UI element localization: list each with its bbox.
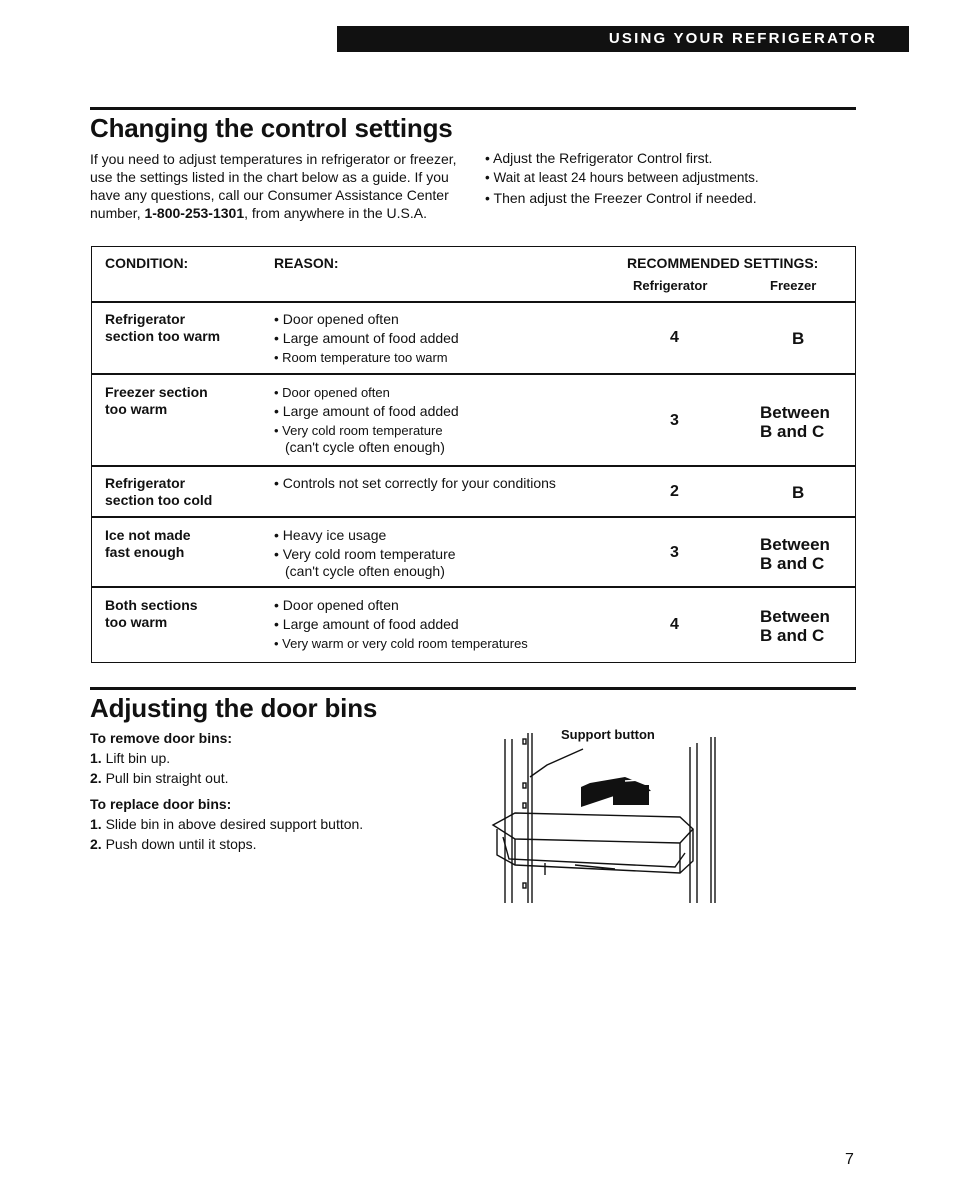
table-row-condition: Refrigerator section too cold: [105, 475, 213, 508]
row-divider: [92, 301, 855, 303]
header-refrigerator: Refrigerator: [633, 278, 708, 293]
list-item: 1. Lift bin up.: [90, 750, 171, 766]
bin-illustration: [485, 725, 725, 905]
table-row-reasons: • Door opened often • Large amount of food added • Very cold room temperature (can't cycle often enough): [274, 385, 459, 455]
header-reason: REASON:: [274, 255, 339, 271]
section-divider: [90, 107, 856, 110]
section-divider: [90, 687, 856, 690]
row-divider: [92, 465, 855, 467]
door-bins-instructions: [90, 728, 470, 854]
tips-list: [485, 148, 865, 208]
row-divider: [92, 516, 855, 518]
tip-item: • Then adjust the Freezer Control if needed.: [485, 190, 757, 206]
row-divider: [92, 586, 855, 588]
table-row-condition: Ice not made fast enough: [105, 527, 191, 560]
list-item: 2. Push down until it stops.: [90, 836, 257, 852]
section-header-bar: [337, 26, 909, 52]
table-row-reasons: • Heavy ice usage • Very cold room temperature (can't cycle often enough): [274, 527, 456, 579]
door-bins-title: Adjusting the door bins: [90, 693, 378, 723]
freezer-setting: Between B and C: [760, 535, 830, 573]
freezer-setting: B: [792, 483, 805, 502]
table-row-reasons: • Door opened often • Large amount of food added • Room temperature too warm: [274, 311, 459, 365]
freezer-setting: B: [792, 329, 805, 348]
control-settings-title: Changing the control settings: [90, 113, 453, 143]
tip-item: • Wait at least 24 hours between adjustments.: [485, 170, 759, 185]
table-row-reasons: • Controls not set correctly for your conditions: [274, 475, 556, 491]
page-number: 7: [845, 1151, 854, 1168]
table-row-reasons: • Door opened often • Large amount of food added • Very warm or very cold room temperatures: [274, 597, 528, 651]
refrigerator-setting: 4: [670, 329, 679, 346]
header-condition: CONDITION:: [105, 255, 189, 271]
support-button-label: Support button: [561, 727, 655, 742]
table-row-condition: Freezer section too warm: [105, 384, 208, 417]
section-label: USING YOUR REFRIGERATOR: [608, 30, 877, 47]
list-item: 2. Pull bin straight out.: [90, 770, 229, 786]
table-row-condition: Both sections too warm: [105, 597, 198, 630]
remove-heading: To remove door bins:: [90, 730, 233, 746]
row-divider: [92, 373, 855, 375]
freezer-setting: Between B and C: [760, 403, 830, 441]
refrigerator-setting: 3: [670, 544, 679, 561]
list-item: 1. Slide bin in above desired support button.: [90, 816, 364, 832]
header-freezer: Freezer: [770, 278, 817, 293]
intro-paragraph: If you need to adjust temperatures in refrigerator or freezer, use the settings listed in the chart below as a guide. If you have any questions, call our Consumer Assistance Center number, 1-800-253-1301, from anywhere in the U.S.A.: [90, 151, 457, 221]
table-row-condition: Refrigerator section too warm: [105, 311, 221, 344]
phone-number: 1-800-253-1301: [144, 205, 245, 221]
freezer-setting: Between B and C: [760, 607, 830, 645]
door-bin-diagram: [485, 725, 725, 905]
tip-item: • Adjust the Refrigerator Control first.: [485, 150, 713, 166]
header-recommended: RECOMMENDED SETTINGS:: [627, 255, 819, 271]
refrigerator-setting: 4: [670, 616, 679, 633]
refrigerator-setting: 2: [670, 483, 679, 500]
replace-heading: To replace door bins:: [90, 796, 232, 812]
refrigerator-setting: 3: [670, 412, 679, 429]
settings-table: [91, 246, 856, 663]
